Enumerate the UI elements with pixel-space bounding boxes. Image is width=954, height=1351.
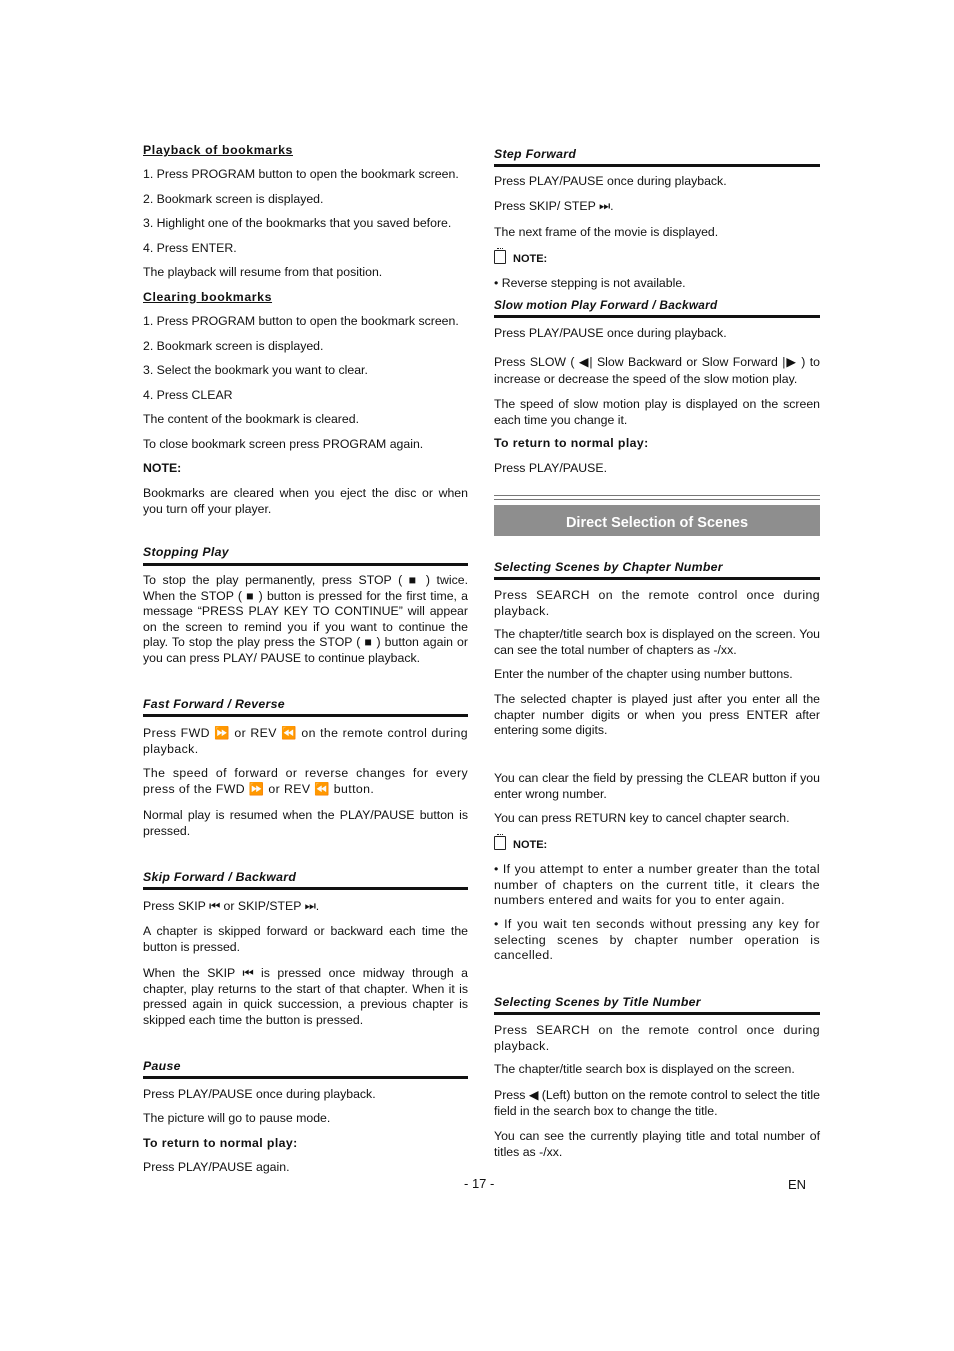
note-text: Bookmarks are cleared when you eject the disc or when you turn off your player. bbox=[143, 486, 468, 516]
ff-para-1: Press FWD ⏩ or REV ⏪ on the remote control during playback. bbox=[143, 726, 468, 756]
bookmarks-step: 4. Press ENTER. bbox=[143, 241, 237, 255]
clearing-step: 2. Bookmark screen is displayed. bbox=[143, 339, 324, 353]
clearing-heading: Clearing bookmarks bbox=[143, 290, 273, 304]
pause-return-heading: To return to normal play: bbox=[143, 1136, 298, 1150]
slow-return-heading: To return to normal play: bbox=[494, 436, 649, 450]
skip-para-2: A chapter is skipped forward or backward each time the button is pressed. bbox=[143, 924, 468, 954]
chapter-note bbox=[494, 836, 547, 854]
ff-para-3: Normal play is resumed when the PLAY/PAUSE button is pressed. bbox=[143, 808, 468, 838]
pause-return-text: Press PLAY/PAUSE again. bbox=[143, 1160, 290, 1174]
slow-return-text: Press PLAY/PAUSE. bbox=[494, 461, 607, 475]
clearing-step: 3. Select the bookmark you want to clear. bbox=[143, 363, 368, 377]
step-para-1: Press PLAY/PAUSE once during playback. bbox=[494, 174, 727, 188]
section-rule bbox=[143, 887, 468, 890]
step-note-text: • Reverse stepping is not available. bbox=[494, 276, 686, 290]
chapter-note-2: • If you wait ten seconds without pressing any key for selecting scenes by chapter number operation is cancelled. bbox=[494, 917, 820, 962]
section-rule bbox=[494, 577, 820, 580]
step-note bbox=[494, 250, 547, 268]
chapter-para-2: The chapter/title search box is displayed on the screen. You can see the total number of chapters as -/xx. bbox=[494, 627, 820, 657]
skip-heading: Skip Forward / Backward bbox=[143, 870, 297, 884]
skip-para-1: Press SKIP ⏮ or SKIP/STEP ⏭. bbox=[143, 899, 320, 913]
ff-para-2: The speed of forward or reverse changes for every press of the FWD ⏩ or REV ⏪ button. bbox=[143, 766, 468, 796]
language-label: EN bbox=[788, 1177, 807, 1192]
note-label: NOTE: bbox=[143, 461, 182, 475]
chapter-para-5: You can clear the field by pressing the CLEAR button if you enter wrong number. bbox=[494, 771, 820, 801]
section-rule bbox=[143, 563, 468, 566]
chapter-heading: Selecting Scenes by Chapter Number bbox=[494, 560, 723, 574]
section-rule bbox=[494, 1012, 820, 1015]
page-number: - 17 - bbox=[464, 1176, 495, 1191]
bookmarks-result: The playback will resume from that position. bbox=[143, 265, 383, 279]
slow-heading: Slow motion Play Forward / Backward bbox=[494, 298, 718, 312]
section-rule bbox=[494, 164, 820, 167]
skip-para-3: When the SKIP ⏮ is pressed once midway through a chapter, play returns to the start of that chapter. When it is pressed again in quick succession, a previous chapter is skipped each time the button is pressed. bbox=[143, 966, 468, 1027]
note-icon bbox=[494, 836, 506, 850]
chapter-para-4: The selected chapter is played just after you enter all the chapter number digits or when you press ENTER after entering some digits. bbox=[494, 692, 820, 737]
section-rule bbox=[494, 315, 820, 318]
ff-heading: Fast Forward / Reverse bbox=[143, 697, 285, 711]
stopping-text: To stop the play permanently, press STOP ( ■ ) twice. When the STOP ( ■ ) button is pressed for the first time, a message “PRESS PLAY KEY TO CONTINUE” will appear on the screen to remind you if you want to continue the play. To stop the play press the STOP ( ■ ) button again or you can press PLAY/ PAUSE to continue playback. bbox=[143, 573, 468, 665]
title-para-1: Press SEARCH on the remote control once during playback. bbox=[494, 1023, 820, 1053]
section-banner: Direct Selection of Scenes bbox=[494, 505, 820, 536]
section-rule bbox=[143, 714, 468, 717]
stopping-heading: Stopping Play bbox=[143, 545, 229, 559]
title-para-3: Press ◀ (Left) button on the remote control to select the title field in the search box to change the title. bbox=[494, 1088, 820, 1118]
note-label: NOTE: bbox=[513, 253, 548, 265]
chapter-para-6: You can press RETURN key to cancel chapter search. bbox=[494, 811, 790, 825]
clearing-step: 1. Press PROGRAM button to open the bookmark screen. bbox=[143, 314, 459, 328]
pause-para-2: The picture will go to pause mode. bbox=[143, 1111, 331, 1125]
pause-heading: Pause bbox=[143, 1059, 181, 1073]
bookmarks-step: 3. Highlight one of the bookmarks that you saved before. bbox=[143, 216, 452, 230]
banner-line bbox=[494, 495, 820, 496]
clearing-result: The content of the bookmark is cleared. bbox=[143, 412, 359, 426]
banner-line bbox=[494, 499, 820, 500]
title-heading: Selecting Scenes by Title Number bbox=[494, 995, 701, 1009]
pause-para-1: Press PLAY/PAUSE once during playback. bbox=[143, 1087, 376, 1101]
note-label: NOTE: bbox=[513, 839, 548, 851]
slow-para-3: The speed of slow motion play is displayed on the screen each time you change it. bbox=[494, 397, 820, 427]
step-heading: Step Forward bbox=[494, 147, 577, 161]
note-icon bbox=[494, 250, 506, 264]
clearing-step: 4. Press CLEAR bbox=[143, 388, 233, 402]
section-rule bbox=[143, 1076, 468, 1079]
chapter-para-1: Press SEARCH on the remote control once during playback. bbox=[494, 588, 820, 618]
bookmarks-step: 1. Press PROGRAM button to open the bookmark screen. bbox=[143, 167, 459, 181]
bookmarks-step: 2. Bookmark screen is displayed. bbox=[143, 192, 324, 206]
bookmarks-heading: Playback of bookmarks bbox=[143, 143, 293, 157]
step-para-3: The next frame of the movie is displayed. bbox=[494, 225, 719, 239]
chapter-para-3: Enter the number of the chapter using number buttons. bbox=[494, 667, 793, 681]
slow-para-2: Press SLOW ( ◀| Slow Backward or Slow Forward |▶ ) to increase or decrease the speed of the slow motion play. bbox=[494, 355, 820, 386]
title-para-2: The chapter/title search box is displayed on the screen. bbox=[494, 1062, 795, 1076]
chapter-note-1: • If you attempt to enter a number greater than the total number of chapters on the current title, it clears the numbers entered and waits for you to enter again. bbox=[494, 862, 820, 907]
slow-para-1: Press PLAY/PAUSE once during playback. bbox=[494, 326, 727, 340]
title-para-4: You can see the currently playing title and total number of titles as -/xx. bbox=[494, 1129, 820, 1159]
clearing-close: To close bookmark screen press PROGRAM again. bbox=[143, 437, 424, 451]
step-para-2: Press SKIP/ STEP ⏭. bbox=[494, 199, 614, 213]
